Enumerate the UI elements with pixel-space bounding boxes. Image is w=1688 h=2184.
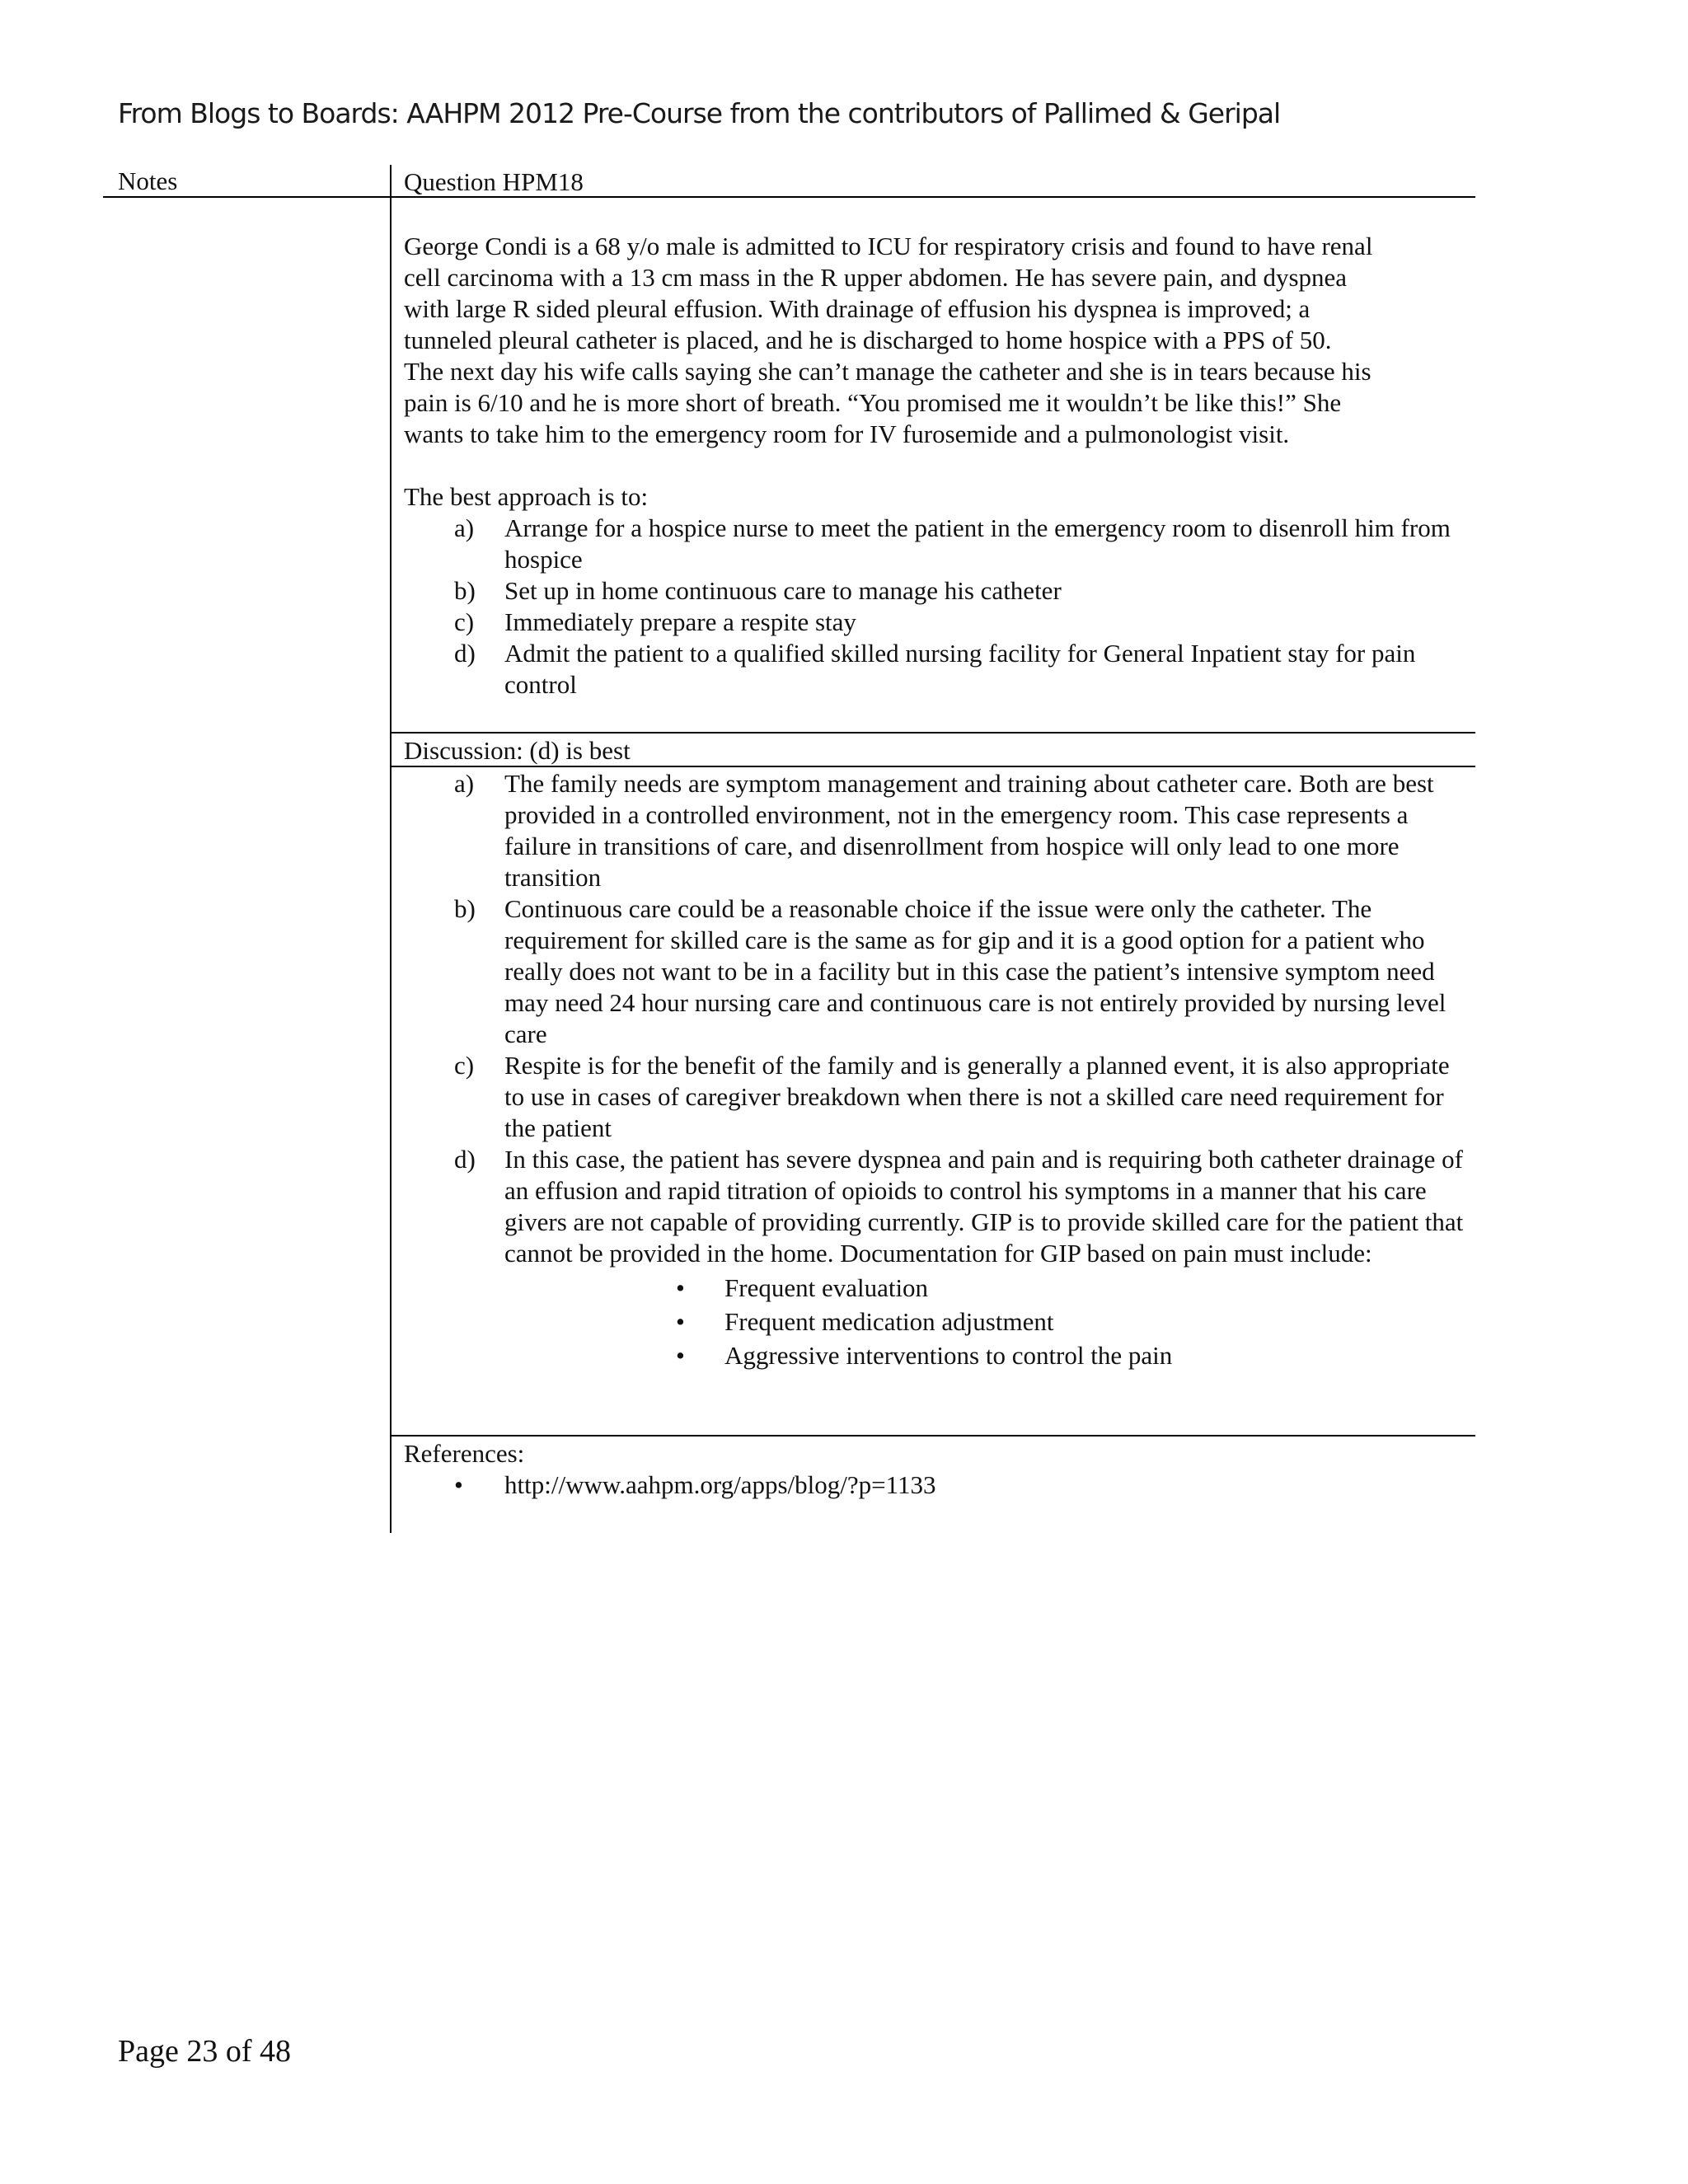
header-rule [103, 196, 1475, 198]
references-section [404, 1469, 1475, 1501]
document-header: From Blogs to Boards: AAHPM 2012 Pre-Course from the contributors of Pallimed & Geripal [118, 97, 1281, 129]
discussion-label: c) [454, 1051, 475, 1080]
discussion-label: d) [454, 1145, 476, 1174]
discussion-item-a [404, 768, 1475, 893]
discussion-top-rule [390, 732, 1475, 733]
option-text: Set up in home continuous care to manage his catheter [504, 576, 1062, 605]
bullet-icon: • [454, 1470, 463, 1499]
option-label: a) [454, 513, 475, 542]
reference-link[interactable]: http://www.aahpm.org/apps/blog/?p=1133 [504, 1470, 936, 1499]
stem-line: George Condi is a 68 y/o male is admitted to ICU for respiratory crisis and found to have renal [404, 232, 1373, 260]
option-label: d) [454, 639, 476, 668]
question-prompt: The best approach is to: [404, 482, 649, 511]
discussion-item-b [404, 893, 1475, 1050]
option-text: Admit the patient to a qualified skilled nursing facility for General Inpatient stay for pain control [504, 639, 1416, 699]
option-text: Immediately prepare a respite stay [504, 607, 856, 636]
discussion-item-d [404, 1144, 1475, 1269]
discussion-title-rule [390, 766, 1475, 767]
stem-line: cell carcinoma with a 13 cm mass in the R upper abdomen. He has severe pain, and dyspnea [404, 263, 1348, 292]
notes-column-label: Notes [118, 166, 178, 195]
bullet-icon: • [676, 1307, 685, 1336]
option-b [404, 575, 1475, 607]
page-number: Page 23 of 48 [118, 2034, 292, 2069]
option-c [404, 607, 1475, 638]
gip-requirements-list [404, 1271, 1475, 1372]
option-a [404, 513, 1475, 575]
list-item [404, 1338, 1475, 1372]
option-label: c) [454, 607, 475, 636]
discussion-text: Continuous care could be a reasonable choice if the issue were only the catheter. The requirement for skilled care is the same as for gip and it is a good option for a patient who really does not want to be in a facility but in this case the patient’s intensive symptom need may need 24 hour nursing care and continuous care is not entirely provided by nursing level care [504, 894, 1447, 1048]
bullet-icon: • [676, 1341, 685, 1370]
column-divider [390, 165, 392, 1533]
stem-line: wants to take him to the emergency room for IV furosemide and a pulmonologist visit. [404, 419, 1290, 448]
question-title: Question HPM18 [404, 167, 584, 196]
list-item-text: Aggressive interventions to control the pain [724, 1341, 1173, 1370]
list-item-text: Frequent medication adjustment [724, 1307, 1054, 1336]
discussion-label: a) [454, 769, 475, 798]
references-top-rule [390, 1435, 1475, 1436]
discussion-item-c [404, 1050, 1475, 1144]
option-d [404, 638, 1475, 701]
discussion-list [404, 768, 1475, 1269]
discussion-text: The family needs are symptom management and training about catheter care. Both are best provided in a controlled environment, not in the emergency room. This case represents a failure in transitions of care, and disenrollment from hospice will only lead to one more transition [504, 769, 1434, 892]
list-item [404, 1305, 1475, 1338]
list-item-text: Frequent evaluation [724, 1273, 929, 1302]
discussion-text: In this case, the patient has severe dyspnea and pain and is requiring both catheter drainage of an effusion and rapid titration of opioids to control his symptoms in a manner that his care givers are not capable of providing currently. GIP is to provide skilled care for the patient that cannot be provided in the home. Documentation for GIP based on pain must include: [504, 1145, 1464, 1268]
references-list [404, 1469, 1475, 1501]
discussion-section [404, 768, 1475, 1372]
references-title: References: [404, 1439, 525, 1468]
reference-item[interactable] [404, 1469, 1475, 1501]
discussion-title: Discussion: (d) is best [404, 736, 631, 765]
answer-options [404, 513, 1475, 701]
question-stem [404, 231, 1475, 450]
stem-line: with large R sided pleural effusion. With drainage of effusion his dyspnea is improved; a [404, 294, 1311, 323]
stem-line: tunneled pleural catheter is placed, and he is discharged to home hospice with a PPS of 50. [404, 326, 1332, 354]
stem-line: The next day his wife calls saying she can’t manage the catheter and she is in tears because his [404, 357, 1372, 386]
question-section [404, 231, 1475, 701]
option-text: Arrange for a hospice nurse to meet the patient in the emergency room to disenroll him from hospice [504, 513, 1451, 574]
list-item [404, 1271, 1475, 1305]
bullet-icon: • [676, 1273, 685, 1302]
discussion-text: Respite is for the benefit of the family and is generally a planned event, it is also appropriate to use in cases of caregiver breakdown when there is not a skilled care need requirement for the patient [504, 1051, 1450, 1142]
stem-line: pain is 6/10 and he is more short of breath. “You promised me it wouldn’t be like this!” She [404, 388, 1342, 417]
option-label: b) [454, 576, 476, 605]
discussion-label: b) [454, 894, 476, 923]
